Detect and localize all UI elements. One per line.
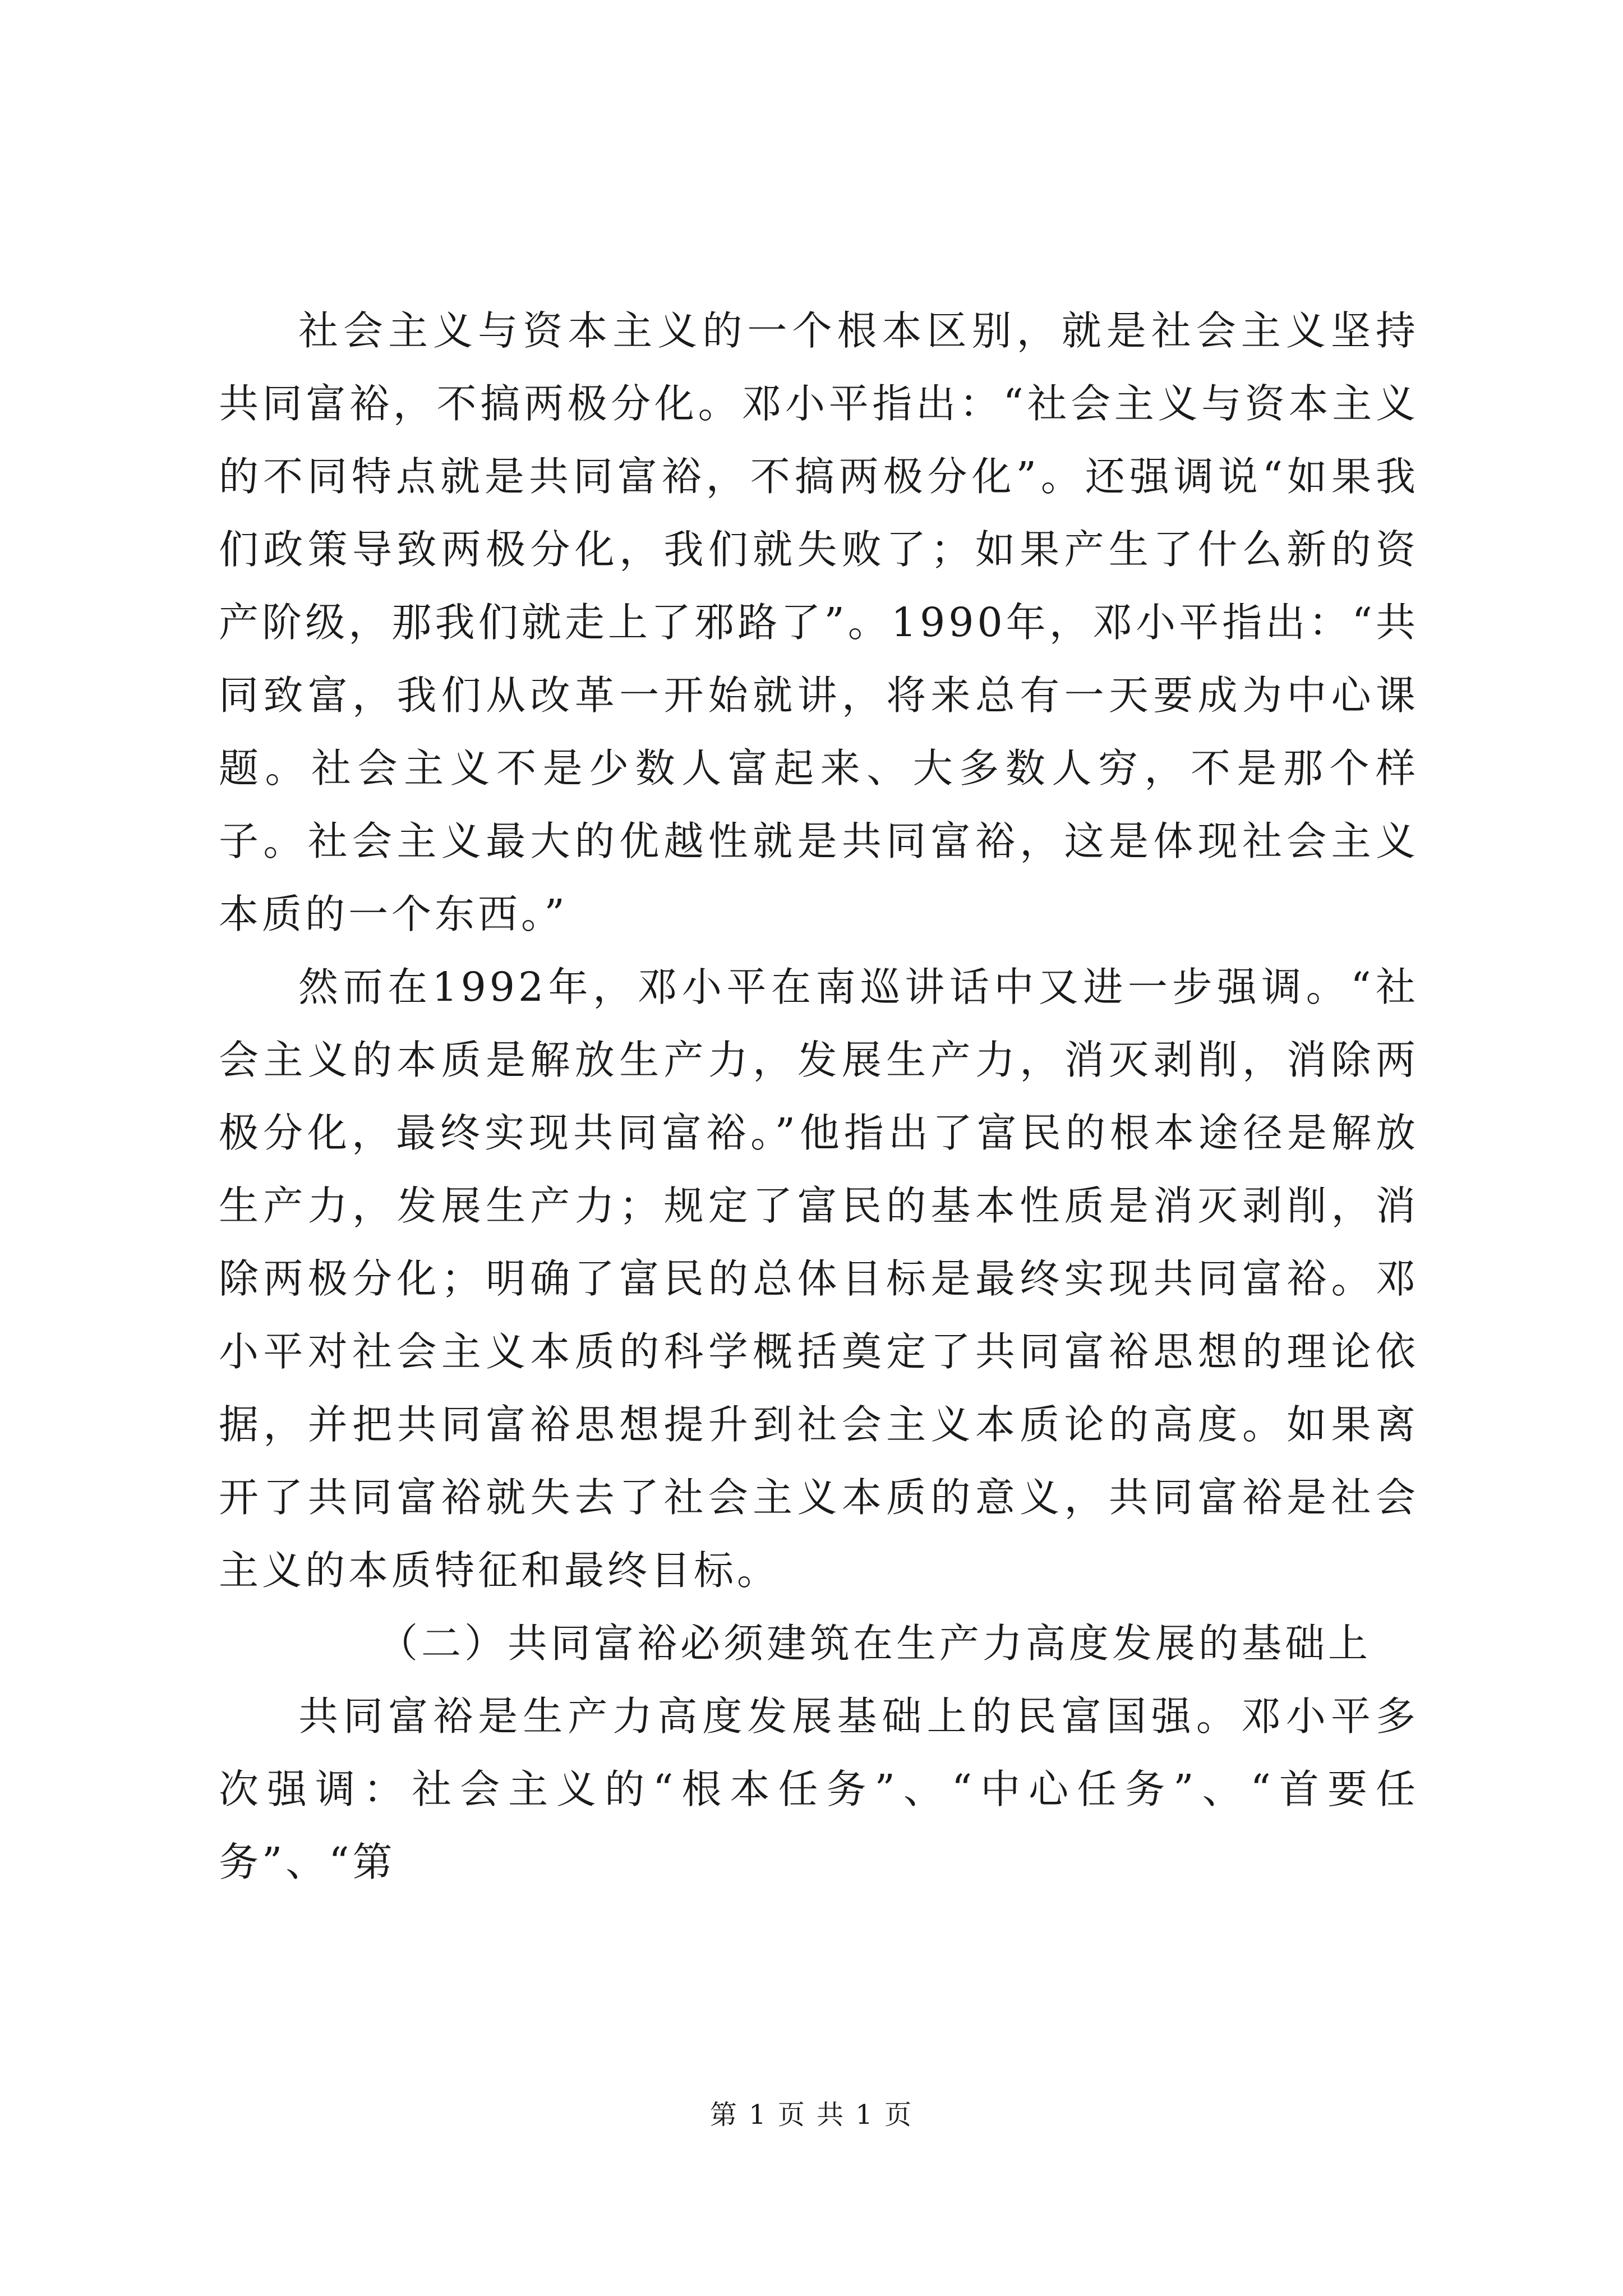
paragraph-3: 共同富裕是生产力高度发展基础上的民富国强。邓小平多次强调：社会主义的“根本任务”、“中心任务”、“首要任务”、“第 bbox=[219, 1693, 1419, 1885]
page-footer: 第 1 页 共 1 页 bbox=[709, 2099, 914, 2131]
paragraph-2: 然而在1992年，邓小平在南巡讲话中又进一步强调。“社会主义的本质是解放生产力，发展生产力，消灭剥削，消除两极分化，最终实现共同富裕。”他指出了富民的根本途径是解放生产力，发展生产力；规定了富民的基本性质是消灭剥削，消除两极分化；明确了富民的总体目标是最终实现共同富裕。邓小平对社会主义本质的科学概括奠定了共同富裕思想的理论依据，并把共同富裕思想提升到社会主义本质论的高度。如果离开了共同富裕就失去了社会主义本质的意义，共同富裕是社会主义的本质特征和最终目标。 bbox=[219, 964, 1419, 1594]
body-text bbox=[219, 295, 1419, 1899]
section-heading: （二）共同富裕必须建筑在生产力高度发展的基础上 bbox=[378, 1620, 1372, 1667]
paragraph-1: 社会主义与资本主义的一个根本区别，就是社会主义坚持共同富裕，不搞两极分化。邓小平指出：“社会主义与资本主义的不同特点就是共同富裕，不搞两极分化”。还强调说“如果我们政策导致两极分化，我们就失败了；如果产生了什么新的资产阶级，那我们就走上了邪路了”。1990年，邓小平指出：“共同致富，我们从改革一开始就讲，将来总有一天要成为中心课题。社会主义不是少数人富起来、大多数人穷，不是那个样子。社会主义最大的优越性就是共同富裕，这是体现社会主义本质的一个东西。” bbox=[219, 307, 1419, 937]
